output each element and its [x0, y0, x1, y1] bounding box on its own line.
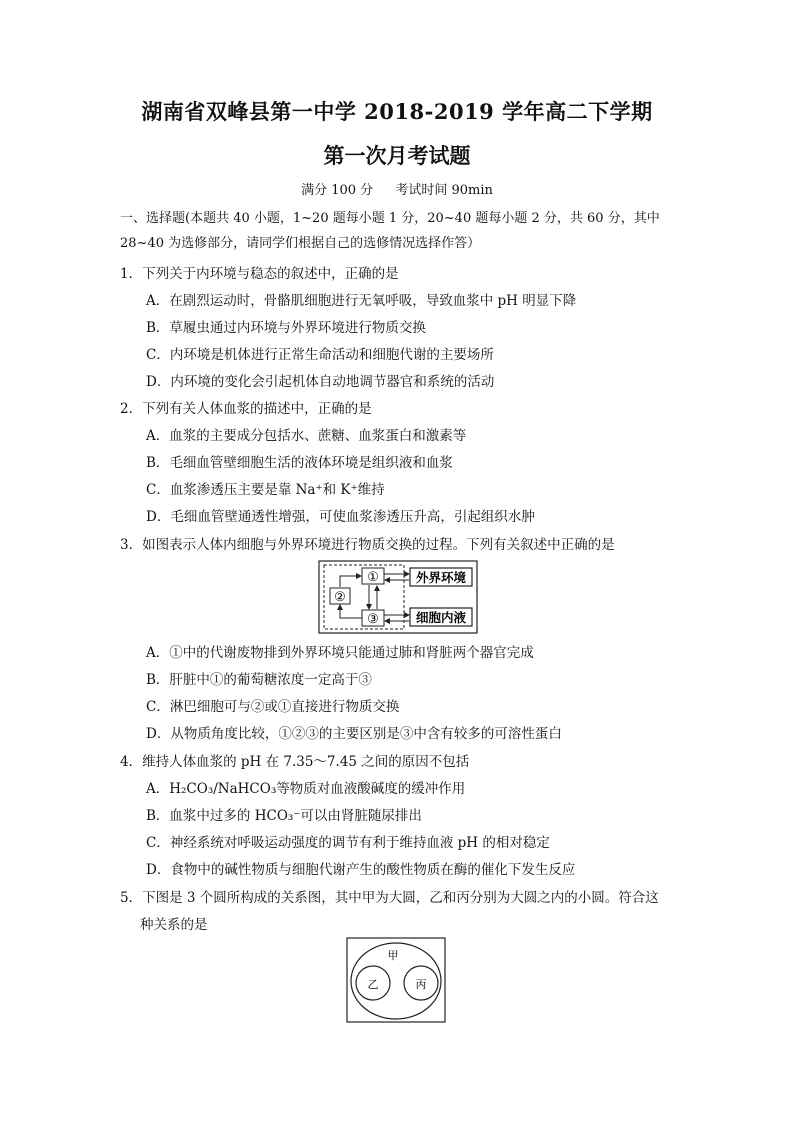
question-3-option-d: D．从物质角度比较，①②③的主要区别是③中含有较多的可溶性蛋白 — [146, 726, 562, 742]
question-2-option-b: B．毛细血管壁细胞生活的液体环境是组织液和血浆 — [146, 455, 453, 471]
question-1-stem: 1．下列关于内环境与稳态的叙述中，正确的是 — [120, 266, 399, 282]
node-3-label: ③ — [367, 612, 379, 627]
question-3-stem: 3．如图表示人体内细胞与外界环境进行物质交换的过程。下列有关叙述中正确的是 — [120, 537, 615, 553]
question-5-stem-line1: 5．下图是 3 个圆所构成的关系图，其中甲为大圆，乙和丙分别为大圆之内的小圆。符合这 — [120, 890, 659, 906]
question-4-option-a: A．H₂CO₃/NaHCO₃等物质对血液酸碱度的缓冲作用 — [146, 781, 466, 797]
total-score: 满分 100 分 — [301, 183, 374, 198]
question-2-stem: 2．下列有关人体血浆的描述中，正确的是 — [120, 401, 372, 417]
big-circle-label: 甲 — [387, 949, 399, 962]
left-circle-label: 乙 — [367, 978, 379, 991]
question-1-option-a: A．在剧烈运动时，骨骼肌细胞进行无氧呼吸，导致血浆中 pH 明显下降 — [146, 293, 577, 309]
intracellular-fluid-label: 细胞内液 — [415, 610, 467, 625]
node-1-label: ① — [367, 570, 379, 585]
exchange-diagram — [318, 560, 478, 634]
exam-time: 考试时间 90min — [395, 183, 493, 198]
exam-meta — [0, 179, 794, 198]
question-4-option-c: C．神经系统对呼吸运动强度的调节有利于维持血液 pH 的相对稳定 — [146, 835, 550, 851]
question-3-option-b: B．肝脏中①的葡萄糖浓度一定高于③ — [146, 672, 372, 688]
external-environment-label: 外界环境 — [415, 570, 467, 585]
question-1-option-d: D．内环境的变化会引起机体自动地调节器官和系统的活动 — [146, 374, 495, 390]
question-2-option-c: C．血浆渗透压主要是靠 Na⁺和 K⁺维持 — [146, 482, 385, 498]
exam-title-line2: 第一次月考试题 — [323, 143, 471, 168]
circle-relation-diagram — [346, 937, 446, 1023]
exam-title-line1: 湖南省双峰县第一中学 2018-2019 学年高二下学期 — [141, 99, 653, 124]
question-4-option-d: D．食物中的碱性物质与细胞代谢产生的酸性物质在酶的催化下发生反应 — [146, 862, 576, 878]
node-2-label: ② — [334, 590, 346, 605]
question-1-option-b: B．草履虫通过内环境与外界环境进行物质交换 — [146, 320, 426, 336]
question-5-stem-line2: 种关系的是 — [140, 917, 208, 933]
question-2-option-d: D．毛细血管壁通透性增强，可使血浆渗透压升高，引起组织水肿 — [146, 509, 535, 525]
right-circle-label: 丙 — [415, 978, 427, 991]
question-4-option-b: B．血浆中过多的 HCO₃⁻可以由肾脏随尿排出 — [146, 808, 422, 824]
question-4-stem: 4．维持人体血浆的 pH 在 7.35～7.45 之间的原因不包括 — [120, 754, 470, 770]
question-3-option-c: C．淋巴细胞可与②或①直接进行物质交换 — [146, 699, 400, 715]
question-1-option-c: C．内环境是机体进行正常生命活动和细胞代谢的主要场所 — [146, 347, 494, 363]
question-3-option-a: A．①中的代谢废物排到外界环境只能通过肺和肾脏两个器官完成 — [146, 645, 534, 661]
section-intro: 一、选择题(本题共 40 小题，1~20 题每小题 1 分，20~40 题每小题 2 分，共 60 分，其中 28~40 为选修部分，请同学们根据自己的选修情况选择作答） — [120, 211, 660, 251]
question-2-option-a: A．血浆的主要成分包括水、蔗糖、血浆蛋白和激素等 — [146, 428, 467, 444]
